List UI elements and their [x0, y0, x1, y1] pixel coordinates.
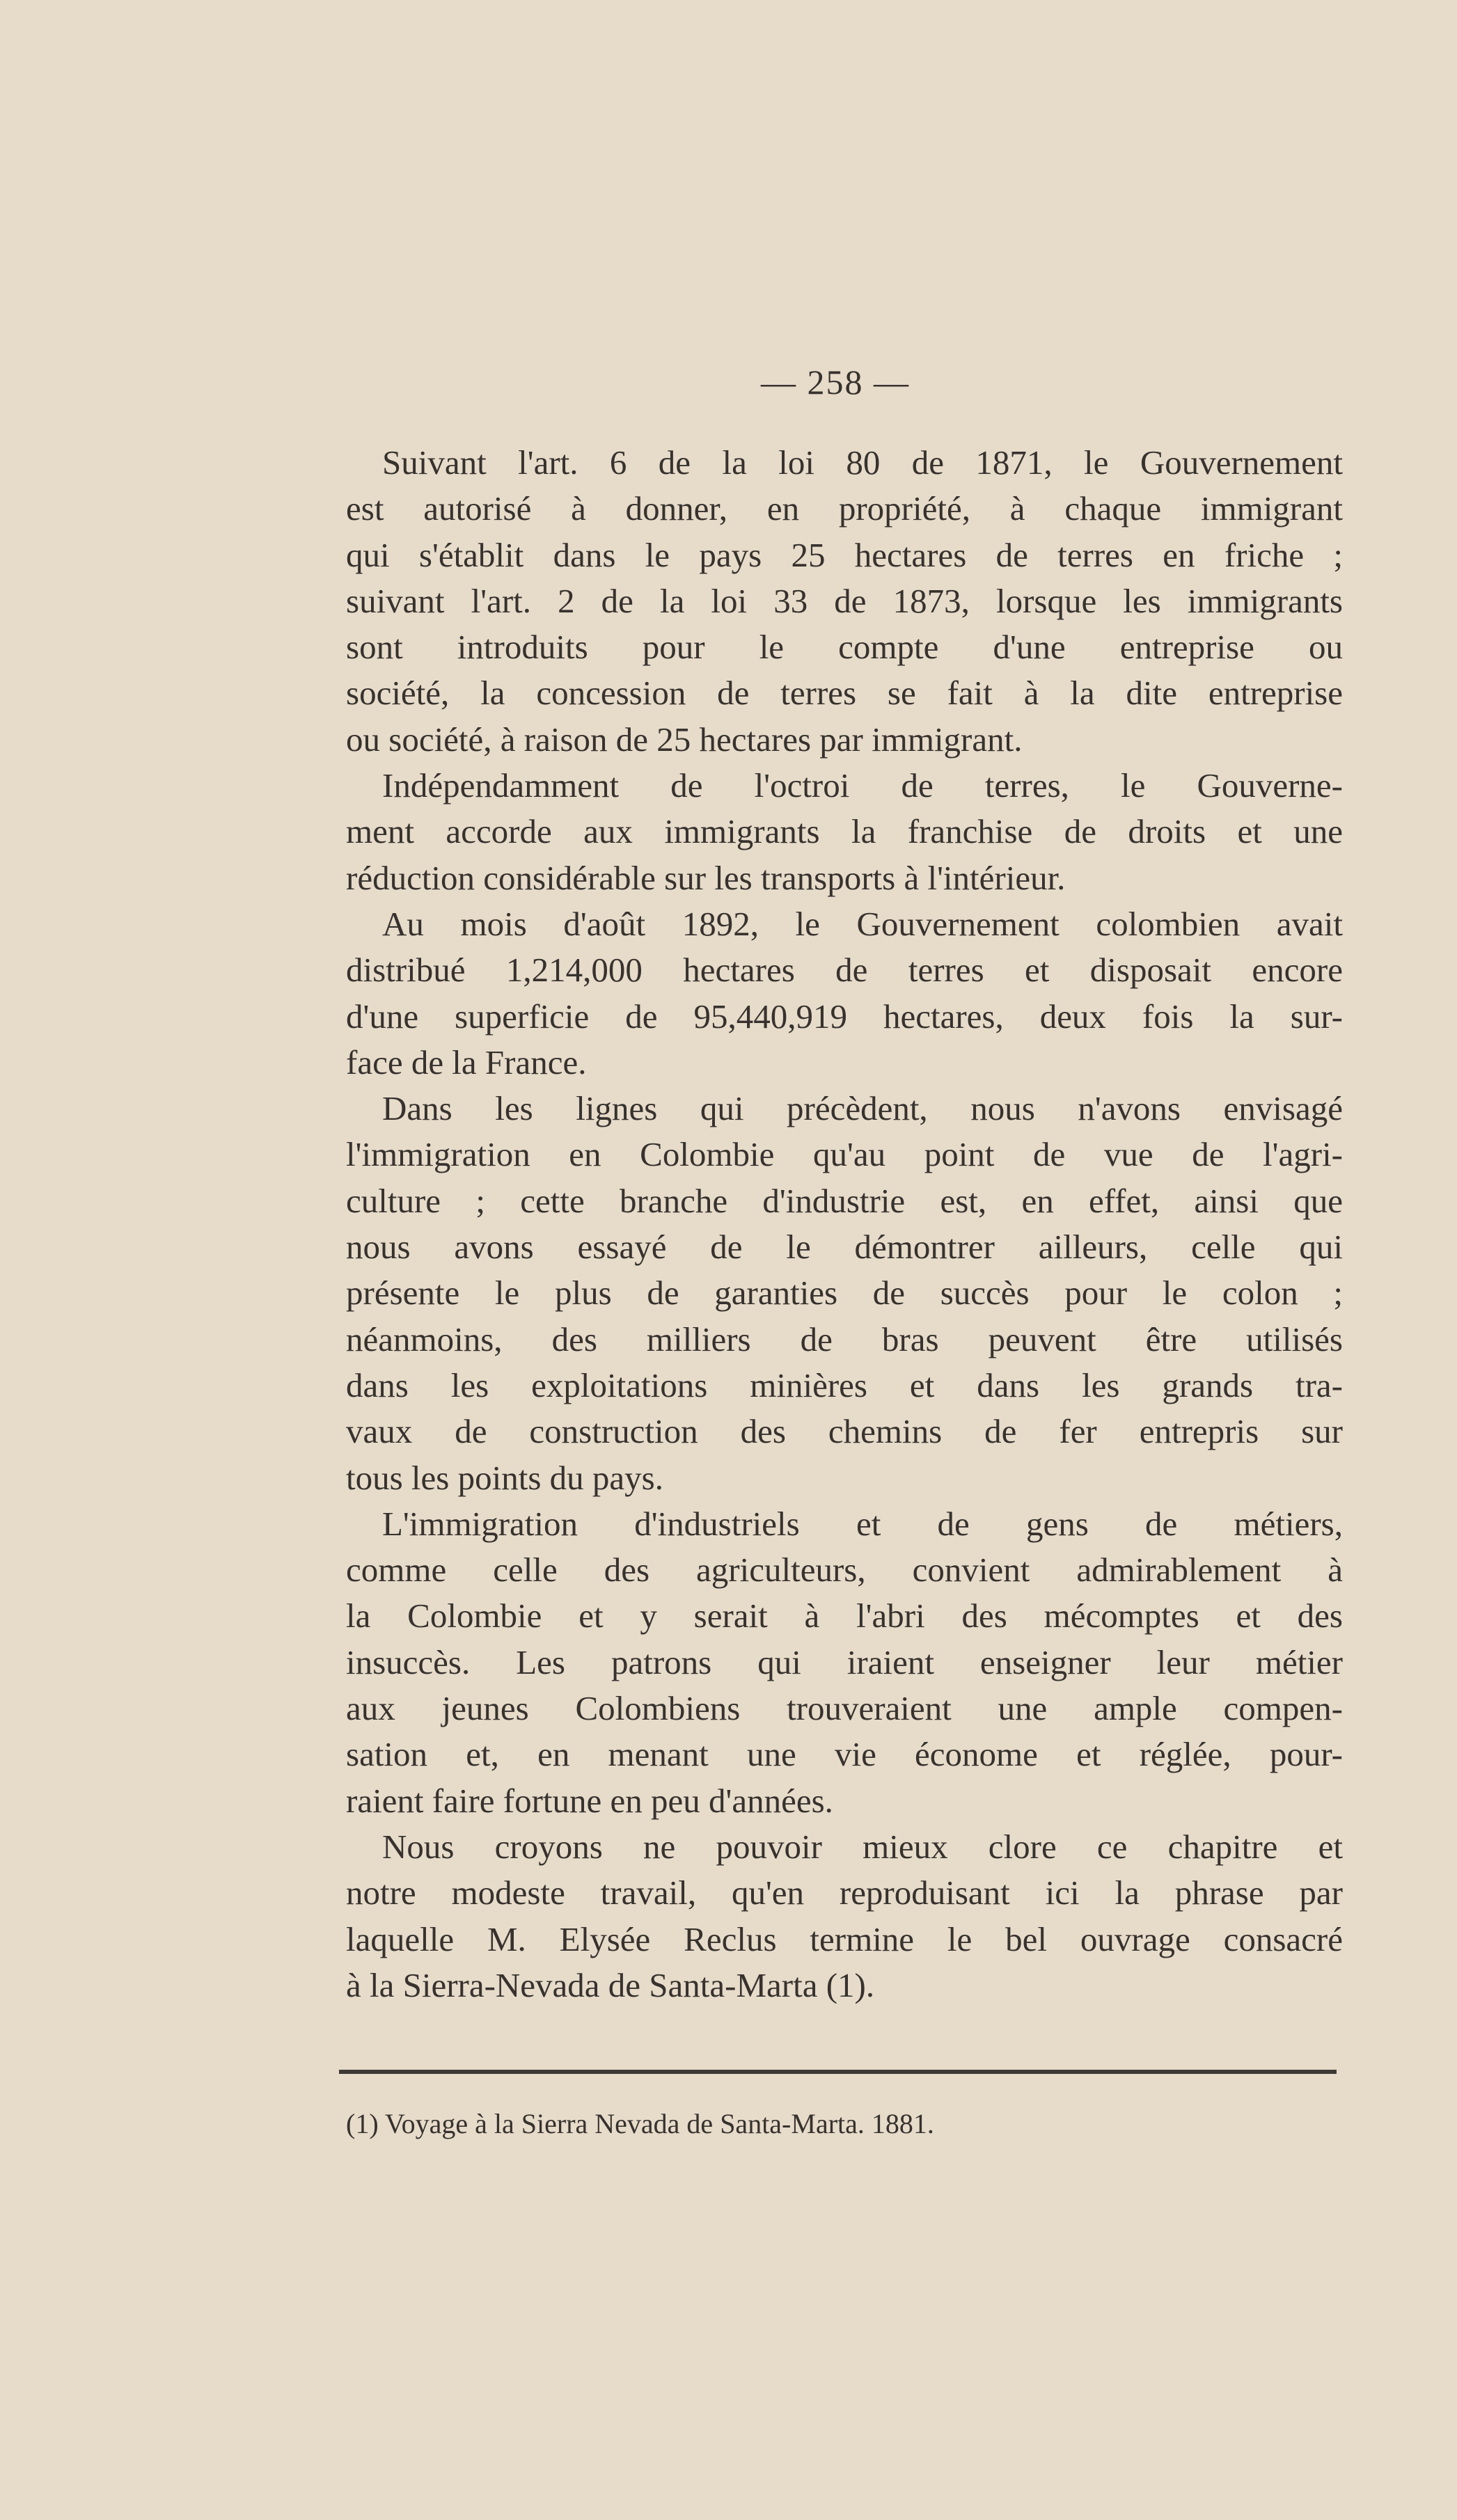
paragraph [346, 1824, 1343, 2008]
text-line: Indépendamment de l'octroi de terres, le Gouverne- [382, 766, 1343, 805]
text-line: vaux de construction des chemins de fer entrepris sur [346, 1412, 1343, 1451]
text-line: présente le plus de garanties de succès pour le colon ; [346, 1274, 1343, 1313]
paragraph [346, 763, 1343, 901]
text-line: sation et, en menant une vie économe et réglée, pour- [346, 1735, 1343, 1774]
paragraph [346, 1086, 1343, 1501]
text-line: société, la concession de terres se fait à la dite entreprise [346, 674, 1343, 713]
text-line: L'immigration d'industriels et de gens de métiers, [382, 1504, 1343, 1543]
text-line: néanmoins, des milliers de bras peuvent être utilisés [346, 1320, 1343, 1358]
text-line: Nous croyons ne pouvoir mieux clore ce chapitre et [382, 1827, 1343, 1866]
page-number: — 258 — [761, 363, 910, 402]
text-line: insuccès. Les patrons qui iraient enseigner leur métier [346, 1642, 1343, 1681]
text-line: face de la France. [346, 1043, 587, 1081]
text-line: Suivant l'art. 6 de la loi 80 de 1871, le Gouvernement [382, 443, 1343, 482]
text-line: laquelle M. Elysée Reclus termine le bel ouvrage consacré [346, 1919, 1343, 1958]
text-line: nous avons essayé de le démontrer ailleurs, celle qui [346, 1228, 1343, 1267]
text-line: distribué 1,214,000 hectares de terres et disposait encore [346, 951, 1343, 990]
footnote: (1) Voyage à la Sierra Nevada de Santa-Marta. 1881. [346, 2108, 934, 2139]
text-line: est autorisé à donner, en propriété, à chaque immigrant [346, 489, 1343, 528]
text-line: Au mois d'août 1892, le Gouvernement colombien avait [382, 904, 1343, 943]
paragraph [346, 1501, 1343, 1824]
text-line: suivant l'art. 2 de la loi 33 de 1873, lorsque les immigrants [346, 581, 1343, 620]
text-line: comme celle des agriculteurs, convient admirablement à [346, 1551, 1343, 1590]
text-line: culture ; cette branche d'industrie est, en effet, ainsi que [346, 1181, 1343, 1220]
text-line: sont introduits pour le compte d'une entreprise ou [346, 628, 1343, 667]
text-line: notre modeste travail, qu'en reproduisant ici la phrase par [346, 1873, 1343, 1912]
text-line: ou société, à raison de 25 hectares par immigrant. [346, 720, 1023, 759]
text-line: l'immigration en Colombie qu'au point de vue de l'agri- [346, 1135, 1343, 1174]
text-line: ment accorde aux immigrants la franchise de droits et une [346, 812, 1343, 851]
text-line: réduction considérable sur les transports à l'intérieur. [346, 858, 1066, 897]
text-line: aux jeunes Colombiens trouveraient une ample compen- [346, 1689, 1343, 1728]
text-line: à la Sierra-Nevada de Santa-Marta (1). [346, 1965, 875, 2004]
text-line: dans les exploitations minières et dans les grands tra- [346, 1365, 1343, 1404]
paragraph [346, 901, 1343, 1086]
text-line: la Colombie et y serait à l'abri des mécomptes et des [346, 1596, 1343, 1635]
footnote-divider [339, 2070, 1337, 2074]
text-line: tous les points du pays. [346, 1458, 663, 1497]
paragraph [346, 440, 1343, 763]
text-line: d'une superficie de 95,440,919 hectares, deux fois la sur- [346, 997, 1343, 1036]
text-line: Dans les lignes qui précèdent, nous n'avons envisagé [382, 1089, 1343, 1128]
text-line: qui s'établit dans le pays 25 hectares de terres en friche ; [346, 535, 1343, 574]
text-line: raient faire fortune en peu d'années. [346, 1781, 833, 1820]
body-text [346, 440, 1343, 2008]
